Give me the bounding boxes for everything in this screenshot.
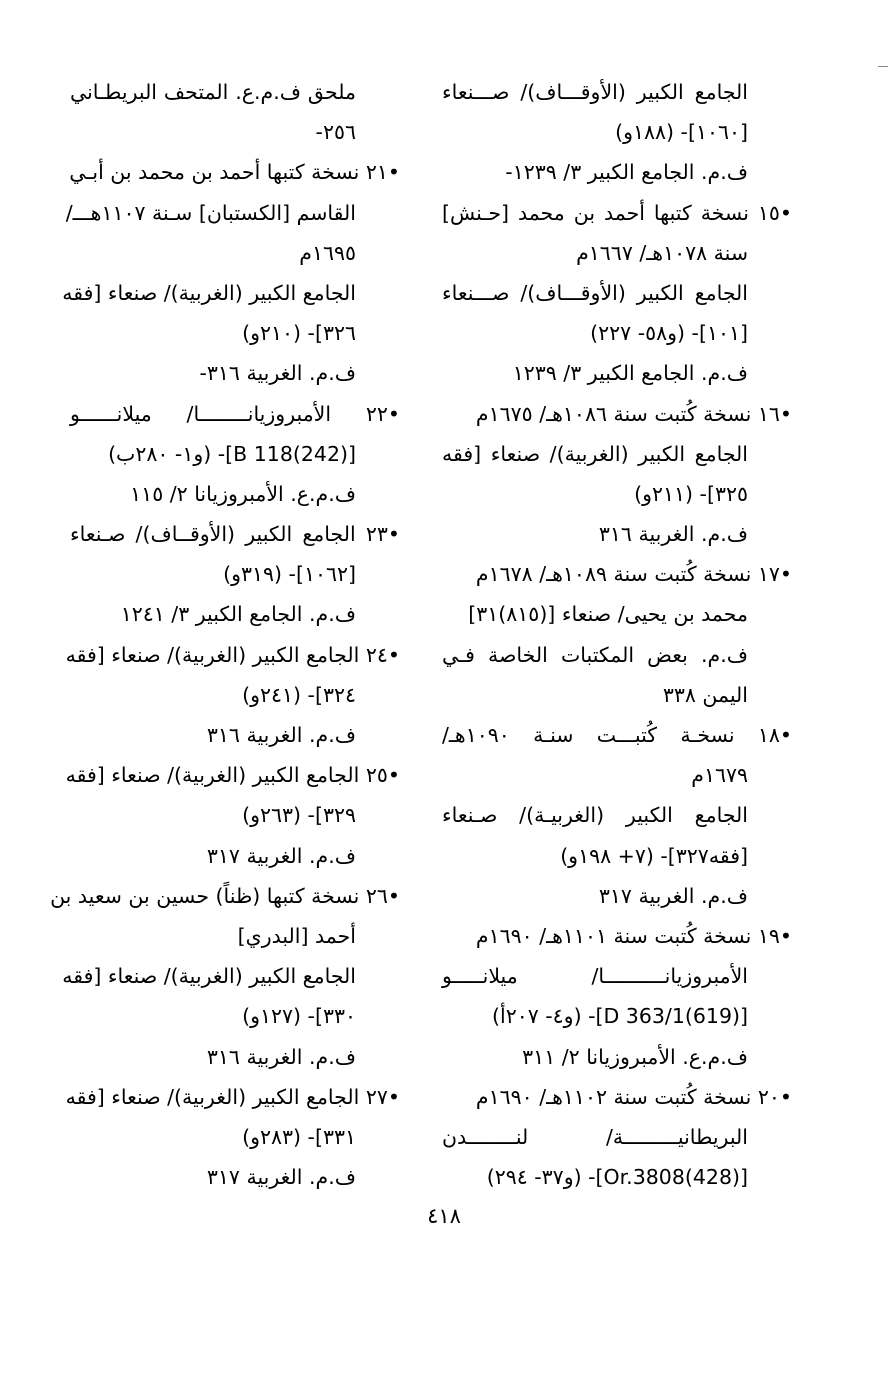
text-line: •١٩ نسخة كُتبت سنة ١١٠١هـ/ ١٦٩٠م <box>475 923 792 948</box>
text-line: •٢٢ الأمبروزيانــــــــا/ ميلانــــــو <box>70 401 400 426</box>
text-line: ٣٣٠]- (١٢٧و) <box>242 1004 356 1029</box>
text-line: •٢٧ الجامع الكبير (الغربية)/ صنعاء [فقه <box>65 1084 400 1109</box>
text-line: ٣٢٩]- (٢٦٣و) <box>242 803 356 828</box>
text-line: [B 118(242)]- (و١- ٢٨٠ب) <box>108 441 356 466</box>
text-line: ١٦٩٥م <box>299 240 356 265</box>
text-line: •١٥ نسخة كتبها أحمد بن محمد [حـنش] <box>442 200 792 225</box>
text-line: ف.م.ع. الأمبروزيانا ٢/ ١١٥ <box>130 481 356 506</box>
text-line: ف.م. الغربية ٣١٦ <box>598 522 748 547</box>
text-line: الجامع الكبير (الأوقـــاف)/ صـــنعاء <box>442 80 748 104</box>
text-line: [Or.3808(428)]- (و٣٧- ٢٩٤) <box>486 1165 748 1190</box>
text-line: [١٠١]- (و٥٨- ٢٢٧) <box>590 321 748 346</box>
text-line: •١٨ نسخـة كُتبـــت سنـة ١٠٩٠هـ/ <box>442 723 792 747</box>
text-line: القاسم [الكستبان] سـنة ١١٠٧هـــ/ <box>65 200 356 225</box>
text-line: •٢٤ الجامع الكبير (الغربية)/ صنعاء [فقه <box>65 642 400 667</box>
text-line: [D 363/1(619)]- (و٤- ٢٠٧أ) <box>491 1004 748 1029</box>
text-line: •١٦ نسخة كُتبت سنة ١٠٨٦هـ/ ١٦٧٥م <box>475 401 792 426</box>
text-line: [فقه٣٢٧]- (٧+ ١٩٨و) <box>560 843 748 868</box>
text-line: ف.م. الغربية ٣١٧ <box>206 843 356 868</box>
text-line: البريطانيـــــــــة/ لنــــــــدن <box>442 1124 748 1149</box>
text-line: •٢٦ نسخة كتبها (ظناً) حسين بن سعيد بن <box>50 883 400 908</box>
text-line: ف.م. الغربية ٣١٦- <box>199 361 356 386</box>
text-line: الأمبروزيانــــــــــا/ ميلانـــــو <box>442 964 748 989</box>
text-line: [١٠٦٠]- (١٨٨و) <box>615 120 748 145</box>
text-line: سنة ١٠٧٨هـ/ ١٦٦٧م <box>576 240 748 265</box>
text-line: ف.م. بعض المكتبات الخاصة فـي <box>442 642 748 667</box>
text-line: ف.م. الجامع الكبير ٣/ ١٢٣٩ <box>512 361 748 386</box>
text-line: محمد بن يحيى/ صنعاء [(٨١٥)٣١] <box>468 602 748 627</box>
text-line: الجامع الكبير (الغربية)/ صنعاء [فقه <box>62 280 356 305</box>
text-line: ملحق ف.م.ع. المتحف البريطـاني <box>70 80 356 104</box>
page-edge-mark <box>878 66 888 67</box>
page-number: ٤١٨ <box>427 1204 461 1228</box>
text-line: الجامع الكبير (الأوقـــاف)/ صـــنعاء <box>442 280 748 305</box>
left-column <box>50 72 400 1197</box>
text-line: أحمد [البدري] <box>237 923 356 948</box>
text-line: •٢٠ نسخة كُتبت سنة ١١٠٢هـ/ ١٦٩٠م <box>475 1084 792 1109</box>
text-line: ف.م. الغربية ٣١٧ <box>206 1165 356 1190</box>
text-line: ٣٣١]- (٢٨٣و) <box>242 1124 356 1149</box>
right-column <box>442 72 792 1197</box>
text-line: •١٧ نسخة كُتبت سنة ١٠٨٩هـ/ ١٦٧٨م <box>475 562 792 587</box>
text-line: ٣٢٤]- (٢٤١و) <box>242 682 356 707</box>
text-line: ١٦٧٩م <box>691 763 748 788</box>
text-line: الجامع الكبير (الغربية)/ صنعاء [فقه <box>62 964 356 989</box>
text-line: [١٠٦٢]- (٣١٩و) <box>223 562 356 587</box>
text-line: •٢٥ الجامع الكبير (الغربية)/ صنعاء [فقه <box>65 763 400 788</box>
text-line: الجامع الكبير (الغربيـة)/ صـنعاء <box>442 803 748 828</box>
text-line: •٢٣ الجامع الكبير (الأوقــاف)/ صـنعاء <box>70 522 400 547</box>
text-line: ف.م. الغربية ٣١٦ <box>206 1044 356 1069</box>
text-line: ٣٢٥]- (٢١١و) <box>634 481 748 506</box>
text-line: ف.م. الغربية ٣١٧ <box>598 883 748 908</box>
text-line: ف.م. الجامع الكبير ٣/ ١٢٣٩- <box>505 160 748 185</box>
text-line: الجامع الكبير (الغربية)/ صنعاء [فقه <box>442 441 748 466</box>
text-line: ٣٢٦]- (٢١٠و) <box>242 321 356 346</box>
text-line: •٢١ نسخة كتبها أحمد بن محمد بن أبـي <box>69 160 400 185</box>
text-line: اليمن ٣٣٨ <box>662 682 748 707</box>
text-line: ف.م. الغربية ٣١٦ <box>206 723 356 747</box>
text-line: ف.م. الجامع الكبير ٣/ ١٢٤١ <box>120 602 356 627</box>
text-line: ف.م.ع. الأمبروزيانا ٢/ ٣١١ <box>522 1044 748 1069</box>
text-line: ٢٥٦- <box>315 120 356 145</box>
